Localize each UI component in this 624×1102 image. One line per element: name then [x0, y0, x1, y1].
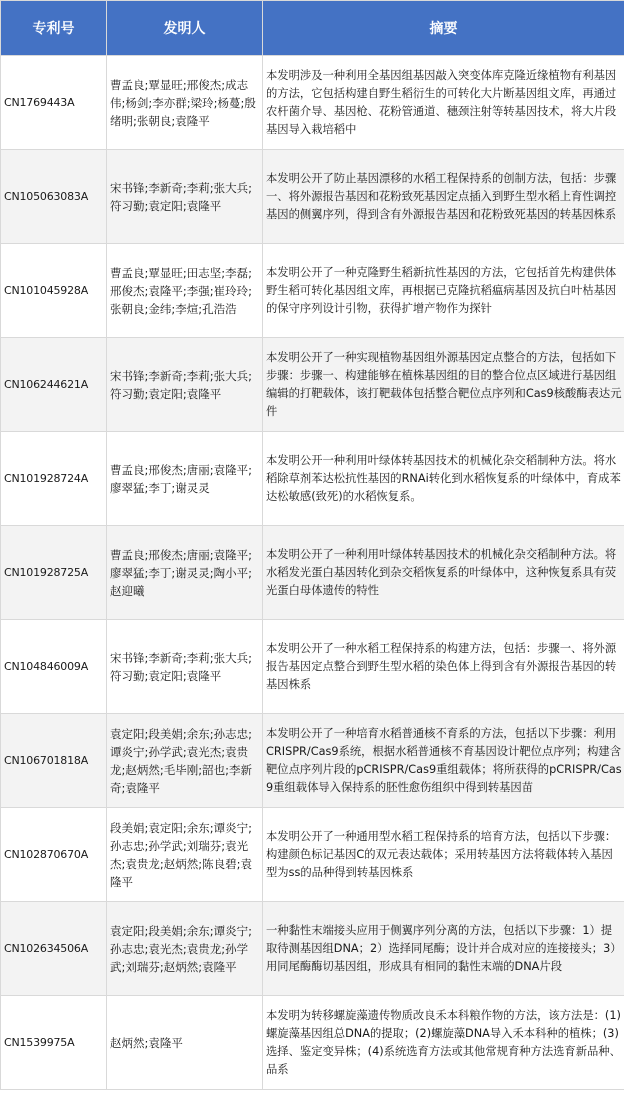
abstract-cell-text: 本发明公开了一种实现植物基因组外源基因定点整合的方法，包括如下步骤：步骤一、构建能够在植株基因组的目的整合位点区域进行基因组编辑的打靶载体，该打靶载体包括整合靶位点序列和Cas9核酸酶表达元件 [266, 350, 622, 418]
inventors-cell [107, 432, 263, 526]
patent-number-cell [1, 808, 107, 902]
inventors-cell-text: 袁定阳;段美娟;余东;谭炎宁;孙志忠;袁光杰;袁贵龙;孙学武;刘瑞芬;赵炳然;袁隆平 [110, 923, 252, 974]
abstract-cell-text: 本发明公开了一种通用型水稻工程保持系的培育方法，包括以下步骤：构建颜色标记基因C的双元表达载体；采用转基因方法将载体转入基因型为ss的品种得到转基因株系 [266, 829, 617, 879]
table-row [1, 338, 624, 432]
abstract-cell [263, 526, 624, 620]
patent-number-cell-text: CN106244621A [4, 377, 89, 391]
table-row [1, 56, 624, 150]
patent-number-cell-text: CN102634506A [4, 941, 89, 955]
abstract-cell [263, 432, 624, 526]
patent-number-cell-text: CN102870670A [4, 847, 89, 861]
abstract-cell-text: 本发明公开了一种克隆野生稻新抗性基因的方法，它包括首先构建供体野生稻可转化基因组文库，再根据已克隆抗稻瘟病基因及抗白叶枯基因的保守序列设计引物，获得扩增产物作为探针 [266, 265, 617, 315]
patent-number-cell-text: CN1539975A [4, 1035, 75, 1049]
patent-number-cell [1, 996, 107, 1090]
table-row [1, 996, 624, 1090]
table-row [1, 902, 624, 996]
inventors-cell [107, 150, 263, 244]
abstract-cell [263, 902, 624, 996]
header-patent-number: 专利号 [1, 1, 107, 56]
table-body [1, 56, 624, 1090]
patent-number-cell-text: CN104846009A [4, 659, 89, 673]
inventors-cell [107, 714, 263, 808]
patent-number-cell [1, 150, 107, 244]
patent-number-cell-text: CN106701818A [4, 753, 89, 767]
abstract-cell [263, 808, 624, 902]
header-abstract: 摘要 [263, 1, 624, 56]
abstract-cell [263, 620, 624, 714]
patent-number-cell [1, 56, 107, 150]
abstract-cell-text: 一种黏性末端接头应用于侧翼序列分离的方法，包括以下步骤：1）提取待测基因组DNA；2）选择同尾酶；设计并合成对应的连接接头；3）用同尾酶酶切基因组，形成具有相同的黏性末端的DNA片段 [266, 923, 622, 973]
inventors-cell-text: 曹孟良;覃显旺;田志坚;李磊;邢俊杰;袁隆平;李强;崔玲玲;张朝良;金纬;李煊;孔浩浩 [110, 265, 252, 316]
abstract-cell-text: 本发明涉及一种利用全基因组基因敲入突变体库克隆近缘植物有利基因的方法，它包括构建自野生稻衍生的可转化大片断基因组文库，再通过农杆菌介导、基因枪、花粉管通道、穗颈注射等转基因技术，将大片段基因导入栽培稻中 [266, 68, 617, 136]
inventors-cell [107, 338, 263, 432]
abstract-cell-text: 本发明公开了防止基因漂移的水稻工程保持系的创制方法，包括：步骤一、将外源报告基因和花粉致死基因定点插入到野生型水稻上育性调控基因的侧翼序列，得到含有外源报告基因和花粉致死基因的转基因株系 [266, 171, 617, 221]
inventors-cell-text: 曹孟良;邢俊杰;唐丽;袁隆平;廖翠猛;李丁;谢灵灵;陶小平;赵迎曦 [110, 547, 252, 598]
inventors-cell-text: 宋书锋;李新奇;李莉;张大兵;符习勤;袁定阳;袁隆平 [110, 180, 252, 213]
inventors-cell [107, 56, 263, 150]
table-row [1, 150, 624, 244]
table-row [1, 620, 624, 714]
patent-number-cell-text: CN105063083A [4, 189, 89, 203]
patent-number-cell [1, 526, 107, 620]
inventors-cell-text: 赵炳然;袁隆平 [110, 1035, 183, 1050]
inventors-cell-text: 曹孟良;邢俊杰;唐丽;袁隆平;廖翠猛;李丁;谢灵灵 [110, 462, 252, 495]
patent-number-cell-text: CN101928724A [4, 471, 89, 485]
abstract-cell [263, 714, 624, 808]
patent-number-cell [1, 714, 107, 808]
patent-number-cell [1, 338, 107, 432]
patent-number-cell [1, 244, 107, 338]
table-row [1, 244, 624, 338]
abstract-cell-text: 本发明公开一种利用叶绿体转基因技术的机械化杂交稻制种方法。将水稻除草剂苯达松抗性基因的RNAi转化到水稻恢复系的叶绿体中，育成苯达松敏感(致死)的水稻恢复系。 [266, 453, 621, 503]
table-row [1, 808, 624, 902]
table-row [1, 714, 624, 808]
abstract-cell-text: 本发明公开了一种培育水稻普通核不育系的方法，包括以下步骤：利用CRISPR/Cas9系统，根据水稻普通核不育基因设计靶位点序列；构建含靶位点序列片段的pCRISPR/Cas9重组载体；将所获得的pCRISPR/Cas9重组载体导入保持系的胚性愈伤组织中得到转基因苗 [266, 726, 622, 794]
abstract-cell-text: 本发明为转移螺旋藻遗传物质改良禾本科粮作物的方法，该方法是：(1)螺旋藻基因组总DNA的提取；(2)螺旋藻DNA导入禾本科种的植株；(3)选择、鉴定变异株；(4)系统选育方法或其他常规育种方法选育新品种、品系 [266, 1008, 621, 1076]
inventors-cell-text: 宋书锋;李新奇;李莉;张大兵;符习勤;袁定阳;袁隆平 [110, 368, 252, 401]
inventors-cell-text: 宋书锋;李新奇;李莉;张大兵;符习勤;袁定阳;袁隆平 [110, 650, 252, 683]
patent-number-cell [1, 902, 107, 996]
header-inventors: 发明人 [107, 1, 263, 56]
patent-number-cell-text: CN1769443A [4, 95, 75, 109]
inventors-cell [107, 620, 263, 714]
inventors-cell [107, 902, 263, 996]
inventors-cell [107, 526, 263, 620]
abstract-cell [263, 996, 624, 1090]
abstract-cell-text: 本发明公开了一种利用叶绿体转基因技术的机械化杂交稻制种方法。将水稻发光蛋白基因转化到杂交稻恢复系的叶绿体中，这种恢复系具有荧光蛋白母体遗传的特性 [266, 547, 617, 597]
inventors-cell [107, 808, 263, 902]
patent-number-cell [1, 620, 107, 714]
patent-number-cell-text: CN101045928A [4, 283, 89, 297]
table-row [1, 432, 624, 526]
inventors-cell [107, 244, 263, 338]
table-row [1, 526, 624, 620]
abstract-cell-text: 本发明公开了一种水稻工程保持系的构建方法，包括：步骤一、将外源报告基因定点整合到野生型水稻的染色体上得到含有外源报告基因的转基因株系 [266, 641, 617, 691]
abstract-cell [263, 244, 624, 338]
inventors-cell-text: 曹孟良;覃显旺;邢俊杰;成志伟;杨剑;李亦群;梁玲;杨蔓;殷绪明;张朝良;袁隆平 [110, 77, 256, 128]
inventors-cell-text: 袁定阳;段美娟;余东;孙志忠;谭炎宁;孙学武;袁光杰;袁贵龙;赵炳然;毛毕刚;韶也;李新奇;袁隆平 [110, 726, 252, 795]
abstract-cell [263, 150, 624, 244]
patent-number-cell [1, 432, 107, 526]
abstract-cell [263, 338, 624, 432]
inventors-cell-text: 段美娟;袁定阳;余东;谭炎宁;孙志忠;孙学武;刘瑞芬;袁光杰;袁贵龙;赵炳然;陈良碧;袁隆平 [110, 820, 252, 889]
patent-number-cell-text: CN101928725A [4, 565, 89, 579]
inventors-cell [107, 996, 263, 1090]
abstract-cell [263, 56, 624, 150]
header-row [1, 1, 624, 56]
